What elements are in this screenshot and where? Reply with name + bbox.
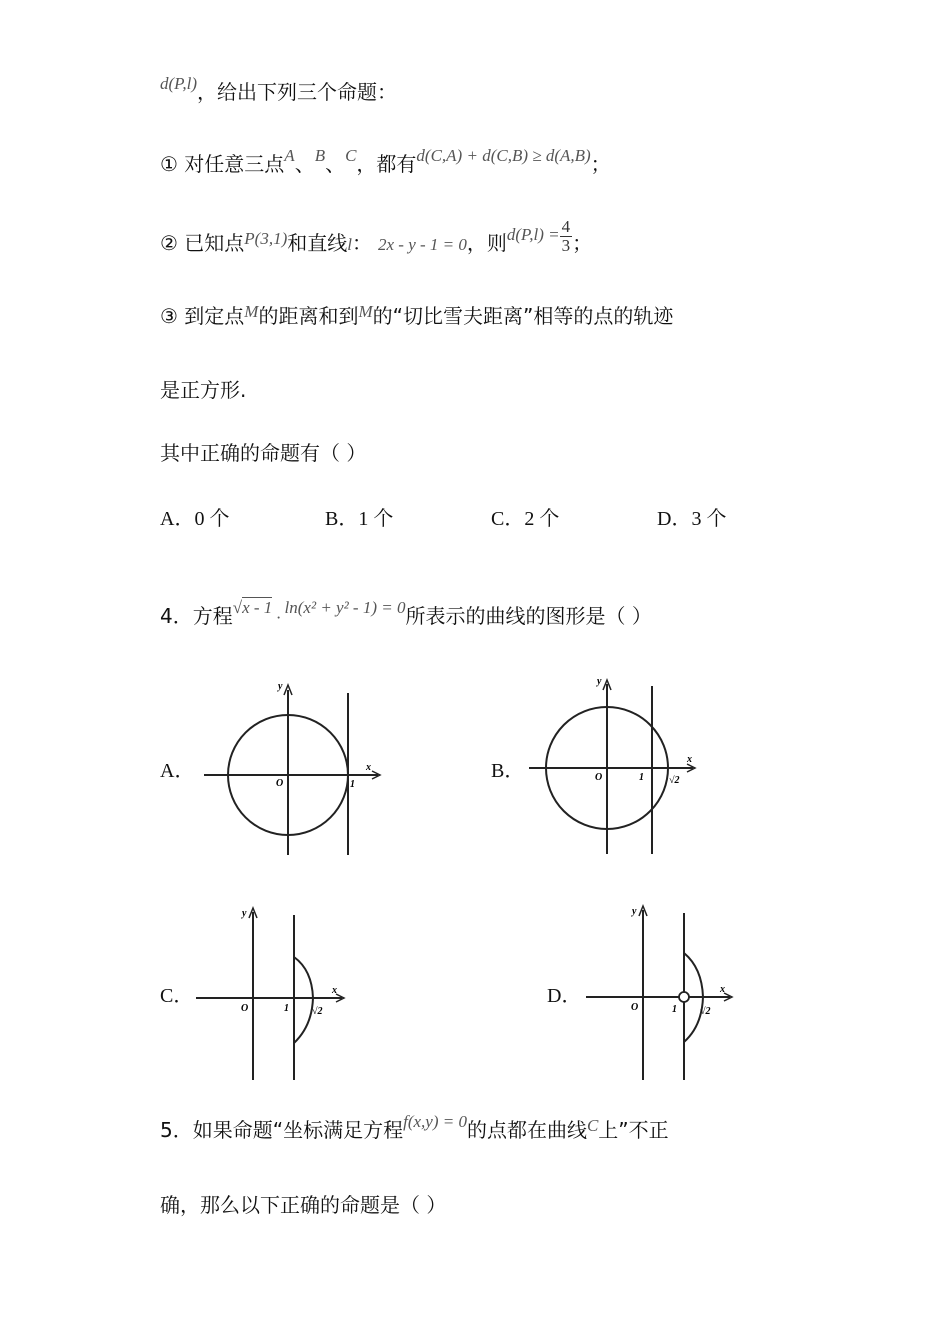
fraction-4-3: $\frac{4}{3}$ (561, 217, 571, 255)
ln-expression: ln(x² + y² - 1) = 0 (284, 598, 406, 617)
proposition-2: ② 已知点$^{P(3,1)}$和直线l： 2x - y - 1 = 0，则$^{d(P,l) =}$ $\frac{4}{3}$ ； (160, 217, 593, 255)
svg-text:x: x (687, 754, 692, 765)
option-b: B．1 个 (325, 508, 394, 530)
svg-text:1: 1 (350, 779, 355, 790)
svg-text:√2: √2 (312, 1006, 323, 1017)
graph-a (200, 675, 390, 860)
svg-text:O: O (631, 1002, 639, 1013)
proposition-1: ① 对任意三点$^A$、$^B$、$^C$，都有$^{d(C,A) + d(C,B) \ge d(A,B)}$； (160, 146, 611, 176)
sqrt-expression: √x - 1 (232, 598, 273, 617)
graph-label-c: C． (160, 985, 194, 1007)
svg-text:y: y (242, 908, 247, 919)
svg-text:O: O (595, 772, 603, 783)
math-d-pl: d(P,l) (160, 74, 197, 93)
svg-text:y: y (632, 906, 637, 917)
svg-text:√2: √2 (700, 1006, 711, 1017)
svg-text:y: y (278, 681, 283, 692)
graph-c (190, 900, 360, 1085)
text-line-1: $^{d(P,l)}$，给出下列三个命题： (160, 74, 397, 104)
graph-b (525, 672, 715, 857)
proposition-3: ③ 到定点$^M$的距离和到$^M$的“切比雪夫距离”相等的点的轨迹 (160, 302, 674, 328)
question-stem: 其中正确的命题有（ ） (160, 441, 367, 465)
svg-text:1: 1 (639, 772, 644, 783)
option-a: A．0 个 (160, 508, 230, 530)
svg-text:x: x (720, 984, 725, 995)
svg-text:x: x (366, 762, 371, 773)
svg-text:y: y (597, 676, 602, 687)
svg-text:1: 1 (672, 1004, 677, 1015)
svg-text:1: 1 (284, 1003, 289, 1014)
svg-text:x: x (332, 985, 337, 996)
svg-text:O: O (276, 778, 284, 789)
graph-label-a: A． (160, 760, 195, 782)
graph-d (580, 898, 750, 1083)
option-d: D．3 个 (657, 508, 727, 530)
proposition-3-cont: 是正方形. (160, 378, 247, 402)
svg-text:√2: √2 (669, 775, 680, 786)
question-5: 5．如果命题“坐标满足方程$^{f(x,y) = 0}$的点都在曲线$^C$上”不正 (160, 1112, 669, 1142)
svg-text:O: O (241, 1003, 249, 1014)
question-4: 4．方程$^{√x - 1}$·$^{ln(x^2 + y^2 - 1) = 0}$所表示的曲线的图形是（ ） (160, 598, 652, 628)
triangle-inequality: d(C,A) + d(C,B) ≥ d(A,B) (416, 146, 591, 165)
graph-label-b: B． (491, 760, 525, 782)
question-5-cont: 确，那么以下正确的命题是（ ） (160, 1193, 447, 1217)
option-c: C．2 个 (491, 508, 560, 530)
graph-label-d: D． (547, 985, 582, 1007)
